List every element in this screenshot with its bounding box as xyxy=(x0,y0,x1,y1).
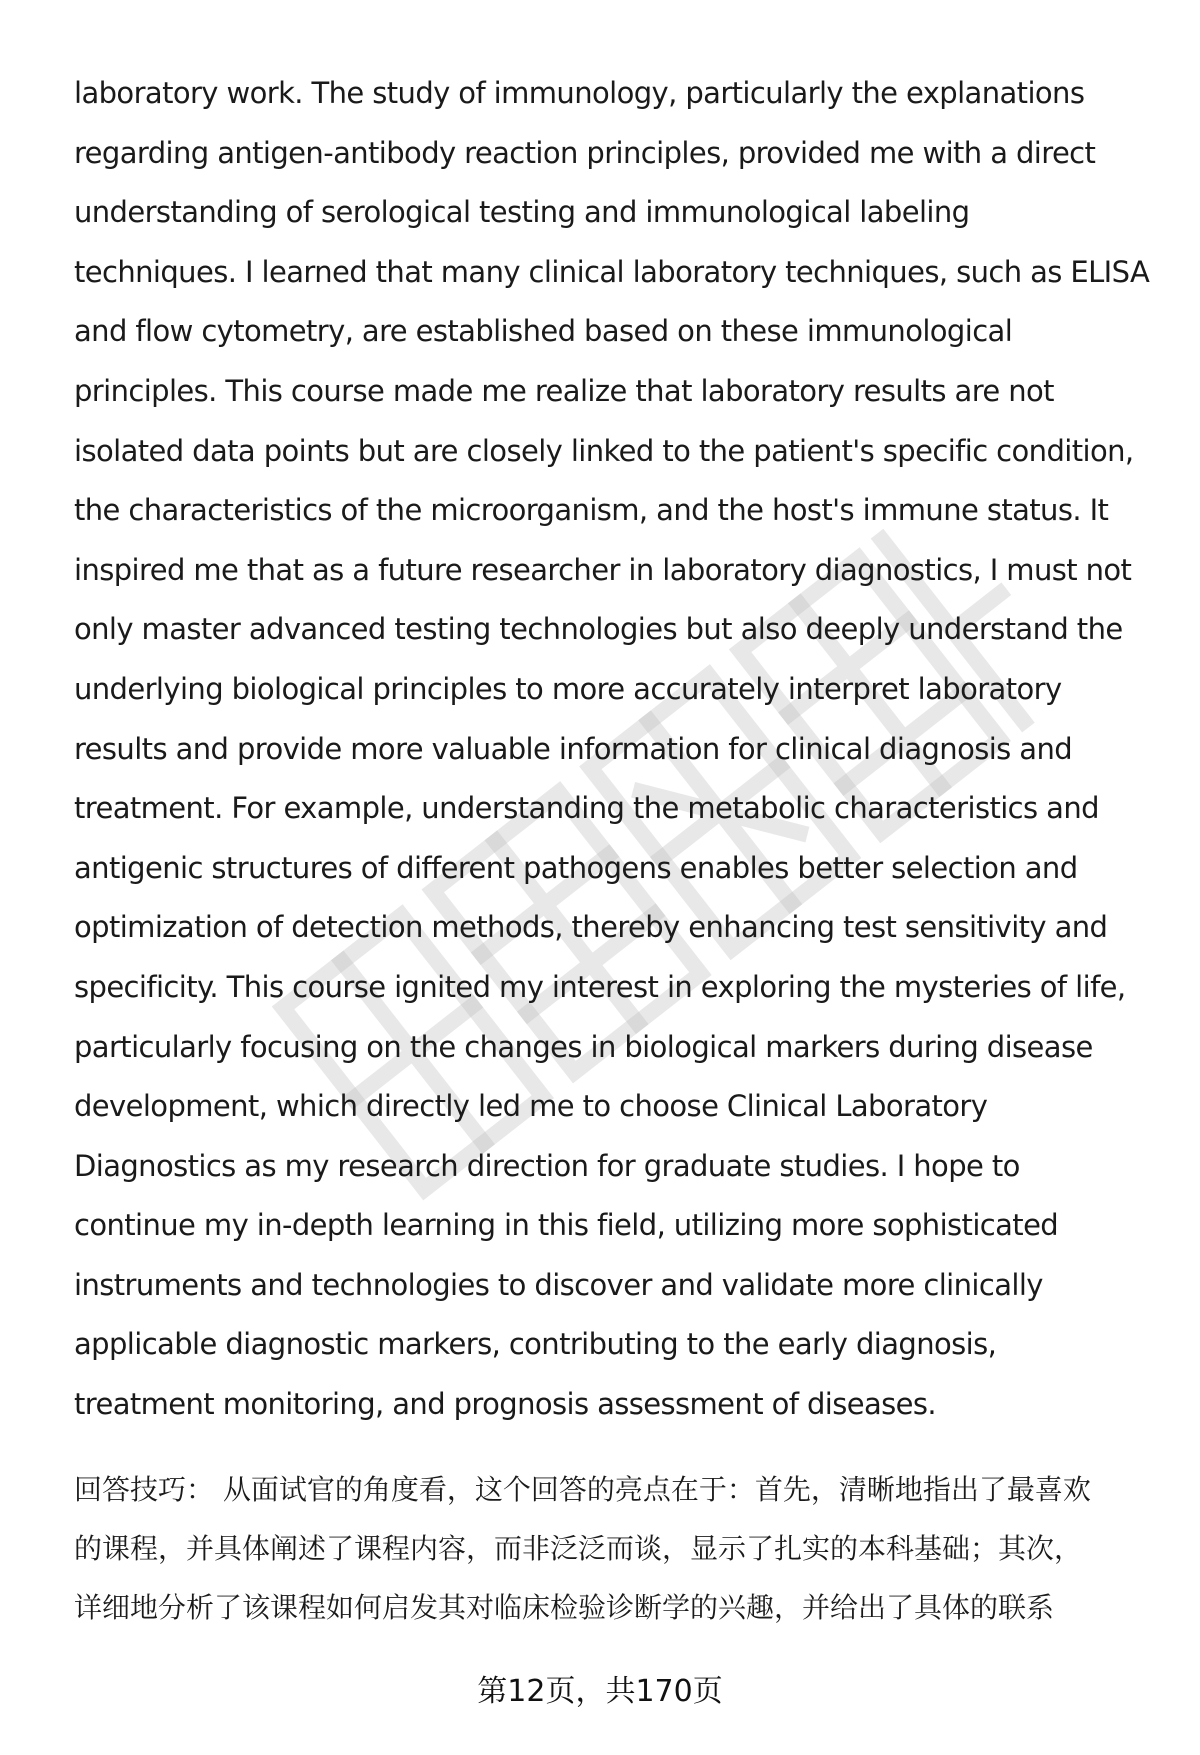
answer-line: optimization of detection methods, thereby enhancing test sensitivity and xyxy=(74,910,1108,945)
answer-line: antigenic structures of different pathogens enables better selection and xyxy=(74,850,1078,885)
answer-line: underlying biological principles to more accurately interpret laboratory xyxy=(74,671,1062,706)
answer-line: isolated data points but are closely linked to the patient's specific condition, xyxy=(74,433,1134,468)
answer-line: treatment. For example, understanding the metabolic characteristics and xyxy=(74,791,1099,826)
tips-line: 详细地分析了该课程如何启发其对临床检验诊断学的兴趣，并给出了具体的联系 xyxy=(74,1590,1055,1624)
answer-line: the characteristics of the microorganism, and the host's immune status. It xyxy=(74,493,1109,528)
answer-line: results and provide more valuable information for clinical diagnosis and xyxy=(74,731,1073,766)
answer-line: laboratory work. The study of immunology, particularly the explanations xyxy=(74,76,1085,110)
answer-line: inspired me that as a future researcher in laboratory diagnostics, I must not xyxy=(74,552,1132,587)
answer-line: continue my in-depth learning in this field, utilizing more sophisticated xyxy=(74,1208,1059,1243)
answer-line: specificity. This course ignited my interest in exploring the mysteries of life, xyxy=(74,969,1126,1004)
answer-line: development, which directly led me to choose Clinical Laboratory xyxy=(74,1089,988,1124)
page-number: 第12页，共170页 xyxy=(477,1674,723,1709)
answer-line: regarding antigen-antibody reaction principles, provided me with a direct xyxy=(74,135,1096,170)
answer-line: and flow cytometry, are established based on these immunological xyxy=(74,314,1013,349)
answer-line: instruments and technologies to discover and validate more clinically xyxy=(74,1267,1043,1302)
tips-line: 回答技巧： 从面试官的角度看，这个回答的亮点在于：首先，清晰地指出了最喜欢 xyxy=(74,1472,1091,1506)
answer-line: only master advanced testing technologies but also deeply understand the xyxy=(74,612,1123,647)
answer-line: techniques. I learned that many clinical laboratory techniques, such as ELISA xyxy=(74,254,1150,289)
answer-line: Diagnostics as my research direction for graduate studies. I hope to xyxy=(74,1148,1020,1183)
answer-line: principles. This course made me realize that laboratory results are not xyxy=(74,373,1054,408)
answer-line: treatment monitoring, and prognosis assessment of diseases. xyxy=(74,1387,937,1422)
answer-line: understanding of serological testing and immunological labeling xyxy=(74,195,970,230)
tips-paragraph xyxy=(74,1460,1164,1637)
answer-line: applicable diagnostic markers, contributing to the early diagnosis, xyxy=(74,1327,997,1362)
page-content xyxy=(74,64,1164,1637)
answer-paragraph xyxy=(74,64,1164,1435)
tips-line: 的课程，并具体阐述了课程内容，而非泛泛而谈，显示了扎实的本科基础；其次， xyxy=(74,1531,1083,1565)
answer-line: particularly focusing on the changes in biological markers during disease xyxy=(74,1029,1093,1064)
